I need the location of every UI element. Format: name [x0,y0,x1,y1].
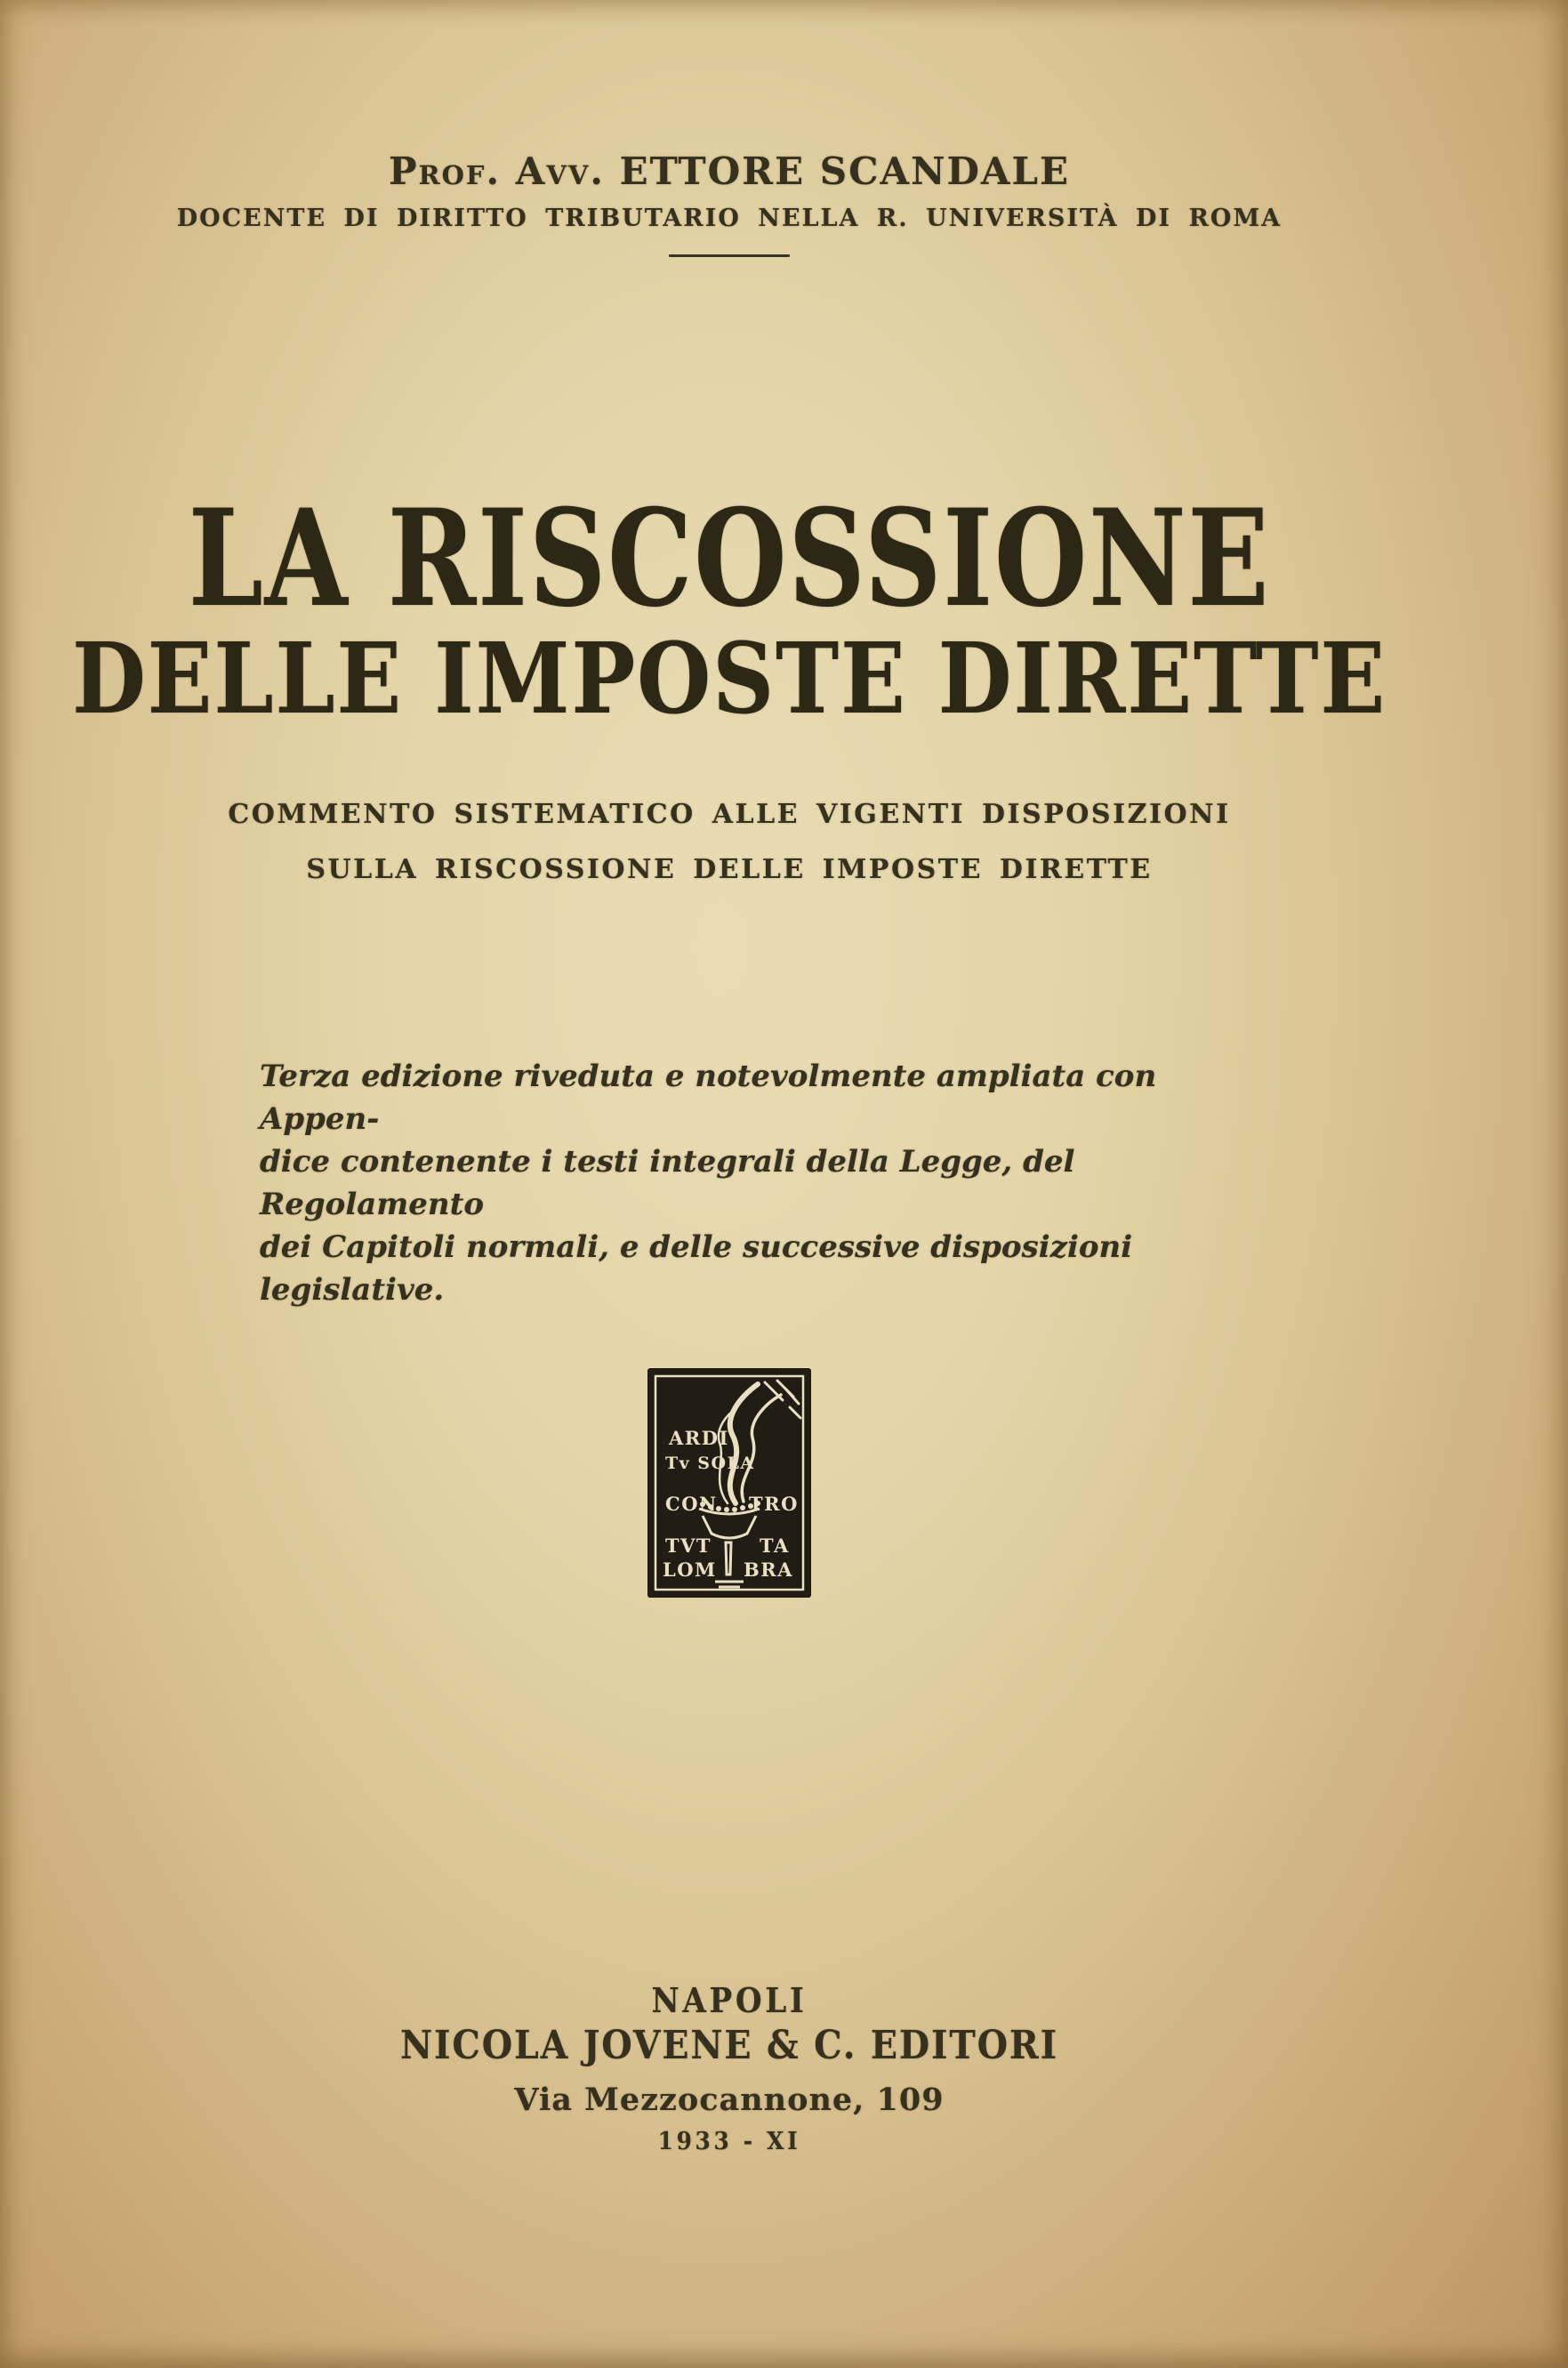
publisher-city: NAPOLI [651,1980,808,2020]
emblem-word-con: CON [665,1493,718,1515]
emblem-word-ta: TA [760,1534,790,1557]
author-line [389,149,1070,193]
publisher-address: Via Mezzocannone, 109 [514,2082,945,2118]
book-title-line1: LA RISCOSSIONE [188,480,1271,637]
edition-note [260,1055,1247,1311]
torch-emblem-icon [647,1368,811,1598]
author-affiliation: DOCENTE DI DIRITTO TRIBUTARIO NELLA R. UNIVERSITÀ DI ROMA [176,205,1283,232]
emblem-word-lom: LOM [663,1559,717,1581]
emblem-word-tro: TRO [749,1493,799,1515]
subtitle-line1: COMMENTO SISTEMATICO ALLE VIGENTI DISPOSIZIONI [228,799,1231,830]
author-name: ETTORE SCANDALE [619,149,1071,193]
separator-rule [669,254,790,257]
emblem-word-ardi: ARDI [669,1427,729,1449]
printer-emblem [647,1368,811,1598]
publisher-name: NICOLA JOVENE & C. EDITORI [400,2023,1058,2068]
emblem-word-bra: BRA [744,1559,793,1581]
emblem-word-tvsola: Tv SOLA [665,1454,755,1473]
edition-note-line2: dice contenente i testi integrali della Legge, del Regolamento [260,1144,1075,1222]
subtitle-line2: SULLA RISCOSSIONE DELLE IMPOSTE DIRETTE [306,854,1153,885]
author-honorific: Prof. Avv. [388,149,605,193]
edition-note-line1: Terza edizione riveduta e notevolmente ampliata con Appen- [260,1059,1157,1137]
emblem-word-tvt: TVT [665,1534,712,1557]
publication-year: 1933 - XI [657,2128,801,2155]
edition-note-line3: dei Capitoli normali, e delle successive disposizioni legislative. [260,1229,1133,1308]
book-title-line2: DELLE IMPOSTE DIRETTE [71,621,1387,736]
